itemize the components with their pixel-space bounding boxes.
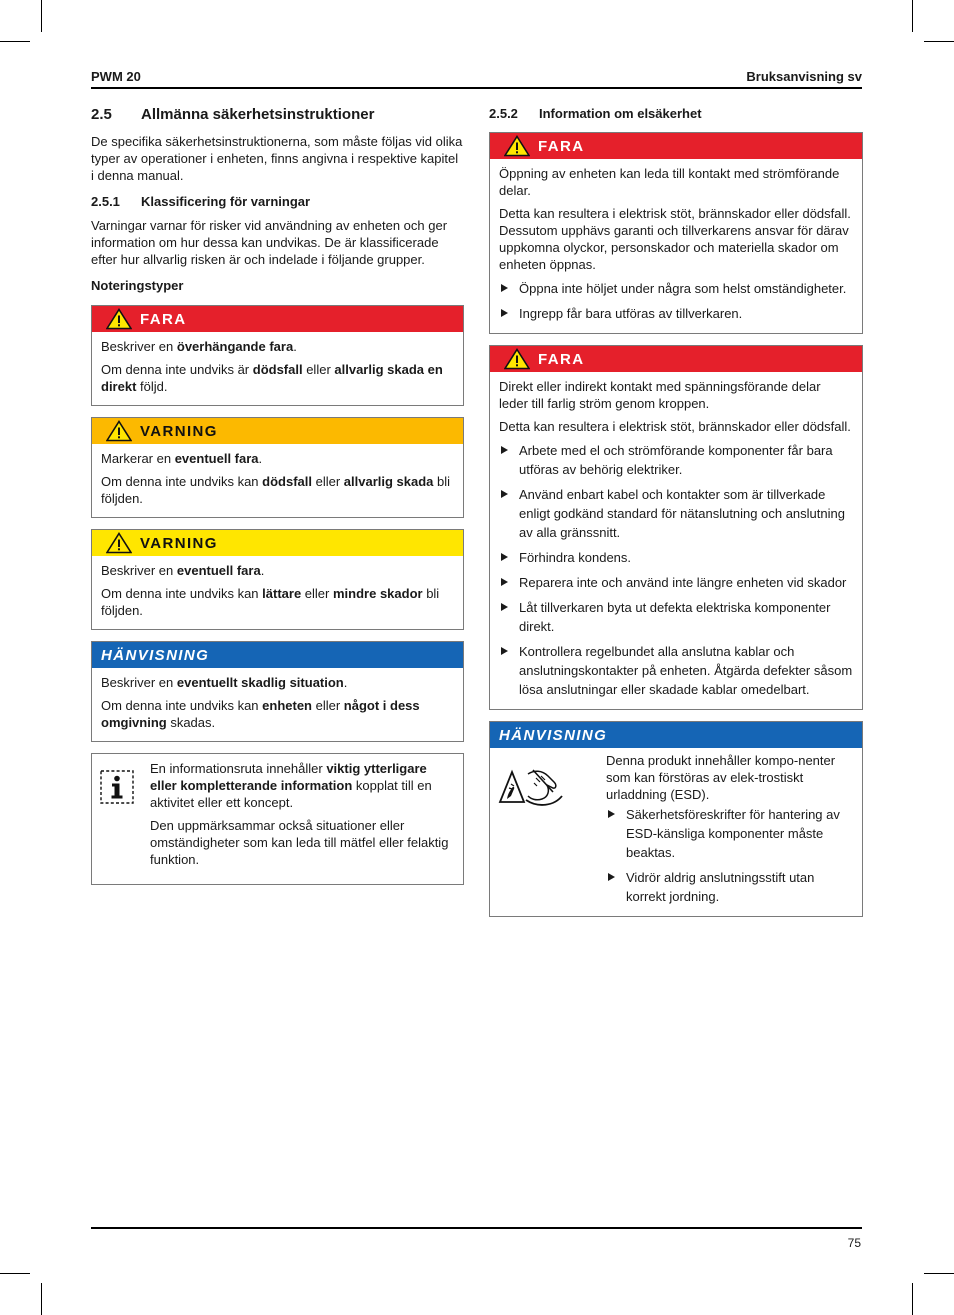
notice-label: HÄNVISNING <box>499 726 608 744</box>
warning-label: VARNING <box>140 422 218 440</box>
danger-label: FARA <box>538 137 585 155</box>
notice-line: Beskriver en eventuellt skadlig situation. <box>101 675 348 690</box>
caution-box <box>91 529 464 630</box>
caution-band <box>92 530 463 556</box>
list-item: Arbete med el och strömförande komponenter får bara utföras av behörig elektriker. <box>499 441 853 479</box>
caution-label: VARNING <box>140 534 218 552</box>
doc-type: Bruksanvisning sv <box>746 69 862 84</box>
header-rule <box>91 87 862 89</box>
subsection-title: Information om elsäkerhet <box>539 106 702 121</box>
crop-mark <box>924 1273 954 1274</box>
notice-line: Beskriver en eventuell fara. <box>101 563 265 578</box>
warning-triangle-icon <box>106 532 132 554</box>
notice-line: Om denna inte undviks kan lättare eller mindre skador bli följden. <box>101 586 440 618</box>
danger-label: FARA <box>140 310 187 328</box>
notice-line: Detta kan resultera i elektrisk stöt, brännskador eller dödsfall. Dessutom upphävs garanti och tillverkarens ansvar för därav uppkomna olyckor, personskador och materiella skador om enheten öppnas. <box>499 206 851 272</box>
crop-mark <box>0 1273 30 1274</box>
notice-line: Direkt eller indirekt kontakt med spänningsförande delar leder till farlig ström genom kroppen. <box>499 379 821 411</box>
notice-line: Om denna inte undviks kan dödsfall eller allvarlig skada bli följden. <box>101 474 451 506</box>
instruction-list <box>499 279 853 323</box>
info-paragraph: Den uppmärksammar också situationer eller omständigheter som kan leda till mätfel eller felaktig funktion. <box>150 818 449 867</box>
crop-mark <box>41 0 42 32</box>
notice-box <box>489 721 863 917</box>
footer-rule <box>91 1227 862 1229</box>
section-number: 2.5 <box>91 106 112 123</box>
crop-mark <box>0 41 30 42</box>
danger-band <box>490 133 862 159</box>
danger-band <box>490 346 862 372</box>
warnings-text: Varningar varnar för risker vid användning av enheten och ger information om hur dessa kan undvikas. De är klassificerade efter hur allvarlig risken är och indelade i följande grupper. <box>91 218 448 267</box>
notice-band <box>490 722 862 748</box>
right-column <box>489 106 863 928</box>
danger-label: FARA <box>538 350 585 368</box>
danger-box <box>489 132 863 334</box>
list-item: Vidrör aldrig anslutningsstift utan korrekt jordning. <box>606 868 854 906</box>
notice-line: Detta kan resultera i elektrisk stöt, brännskador eller dödsfall. <box>499 419 851 434</box>
list-item: Kontrollera regelbundet alla anslutna kablar och anslutningskontakter på enheten. Åtgärda defekter såsom lösa anslutningar eller skadade kablar omedelbart. <box>499 642 853 699</box>
list-item: Använd enbart kabel och kontakter som är tillverkade enligt godkänd standard för nätanslutning och anslutning av alla gränssnitt. <box>499 485 853 542</box>
notice-line: Om denna inte undviks kan enheten eller något i dess omgivning skadas. <box>101 698 420 730</box>
list-item: Ingrepp får bara utföras av tillverkaren. <box>499 304 853 323</box>
subsection-heading <box>91 194 464 209</box>
doc-model: PWM 20 <box>91 69 141 84</box>
notice-line: Markerar en eventuell fara. <box>101 451 263 466</box>
warning-triangle-icon <box>106 420 132 442</box>
crop-mark <box>912 0 913 32</box>
info-icon <box>100 770 134 804</box>
info-paragraph: En informationsruta innehåller viktig ytterligare eller kompletterande information kopplat till en aktivitet eller ett koncept. <box>150 761 432 810</box>
list-item: Reparera inte och använd inte längre enheten vid skador <box>499 573 853 592</box>
crop-mark <box>924 41 954 42</box>
subsection-number: 2.5.2 <box>489 106 518 121</box>
crop-mark <box>912 1283 913 1315</box>
notice-line: Beskriver en överhängande fara. <box>101 339 297 354</box>
list-item: Säkerhetsföreskrifter för hantering av ESD-känsliga komponenter måste beaktas. <box>606 805 854 862</box>
subsection-heading <box>489 106 863 121</box>
left-column <box>91 106 464 885</box>
page-number: 75 <box>847 1236 861 1250</box>
warning-box <box>91 417 464 518</box>
danger-box <box>489 345 863 710</box>
warning-band <box>92 418 463 444</box>
notice-label: HÄNVISNING <box>101 646 210 664</box>
notice-line: Öppning av enheten kan leda till kontakt med strömförande delar. <box>499 166 840 198</box>
danger-band <box>92 306 463 332</box>
section-title: Allmänna säkerhetsinstruktioner <box>141 106 375 123</box>
notice-box <box>91 641 464 742</box>
esd-icon <box>498 766 566 808</box>
intro-text: De specifika säkerhetsinstruktionerna, som måste följas vid olika typer av operationer i enheten, finns angivna i respektive kapitel i denna manual. <box>91 134 463 183</box>
info-box <box>91 753 464 885</box>
subsection-number: 2.5.1 <box>91 194 120 209</box>
instruction-list <box>606 805 854 906</box>
warning-triangle-icon <box>106 308 132 330</box>
list-item: Förhindra kondens. <box>499 548 853 567</box>
notice-line: Denna produkt innehåller kompo-nenter som kan förstöras av elek-trostiskt urladdning (ESD). <box>606 753 836 802</box>
notice-band <box>92 642 463 668</box>
instruction-list <box>499 441 853 699</box>
warning-triangle-icon <box>504 135 530 157</box>
warning-triangle-icon <box>504 348 530 370</box>
section-heading <box>91 106 464 123</box>
list-item: Låt tillverkaren byta ut defekta elektriska komponenter direkt. <box>499 598 853 636</box>
notice-types-heading: Noteringstyper <box>91 278 184 293</box>
notice-line: Om denna inte undviks är dödsfall eller allvarlig skada en direkt följd. <box>101 362 443 394</box>
subsection-title: Klassificering för varningar <box>141 194 311 209</box>
danger-box <box>91 305 464 406</box>
crop-mark <box>41 1283 42 1315</box>
list-item: Öppna inte höljet under några som helst omständigheter. <box>499 279 853 298</box>
